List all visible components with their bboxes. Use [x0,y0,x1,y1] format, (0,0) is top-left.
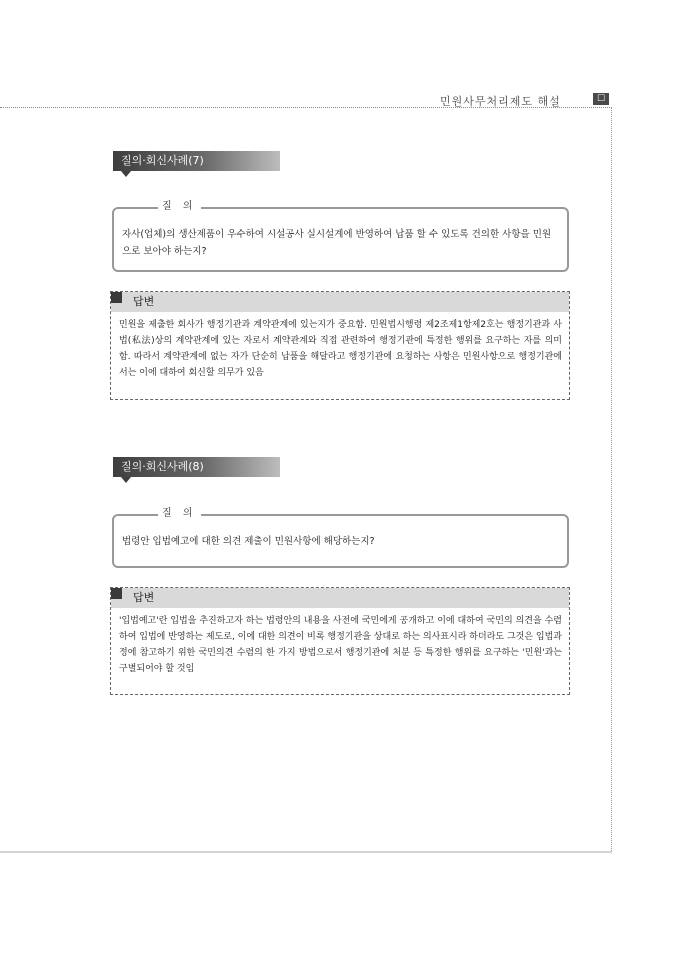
square-bullet-icon [111,292,122,303]
case-8-answer-label: 답변 [133,591,155,604]
page-frame-bottom-border [0,851,612,853]
page-mark-icon: ☐ [593,93,609,105]
case-7-answer-text: 민원을 제출한 회사가 행정기관과 계약관계에 있는지가 중요함. 민원법시행령 제2조제1항제2호는 행정기관과 사법(私法)상의 계약관계에 있는 자로서 계약관계와 직접 관련하여 행정기관에 특정한 행위를 요구하는 자를 의미함. 따라서 계약관계에 없는 자가 단순히 납품을 해달라고 행정기관에 요청하는 사항은 민원사항으로 행정기관에서는 이에 대하여 회신할 의무가 있음 [119,320,562,378]
case-7-question-box [112,201,569,272]
case-7-answer-header [111,292,569,312]
case-7-question-label: 질 의 [158,200,201,214]
case-8-question-text: 법령안 입법예고에 대한 의견 제출이 민원사항에 해당하는지? [122,536,375,547]
case-7-answer-box [110,291,570,400]
case-7-answer-label: 답변 [133,295,155,308]
case-8-answer-box [110,587,570,695]
running-header-title: 민원사무처리제도 해설 [440,95,561,108]
case-8-answer-header [111,588,569,608]
case-7-title-ribbon: 질의·회신사례(7) [113,151,280,171]
page-frame-right-border [611,107,612,853]
case-7-question-text: 자사(업체)의 생산제품이 우수하여 시설공사 실시설계에 반영하여 납품 할 수 있도록 건의한 사항을 민원으로 보아야 하는지? [122,229,552,257]
case-8-question-label: 질 의 [158,507,201,521]
square-bullet-icon [111,588,122,599]
case-8-answer-text: '입법예고'란 입법을 추진하고자 하는 법령안의 내용을 사전에 국민에게 공개하고 이에 대하여 국민의 의견을 수렴하여 입법에 반영하는 제도로, 이에 대한 의견이 비록 행정기관을 상대로 하는 의사표시라 하더라도 그것은 입법과정에 참고하기 위한 국민의견 수렴의 한 가지 방법으로서 행정기관에 처분 등 특정한 행위를 요구하는 '민원'과는 구별되어야 할 것임 [119,616,562,674]
case-8-question-box [112,508,569,568]
case-8-title-ribbon: 질의·회신사례(8) [113,457,280,477]
